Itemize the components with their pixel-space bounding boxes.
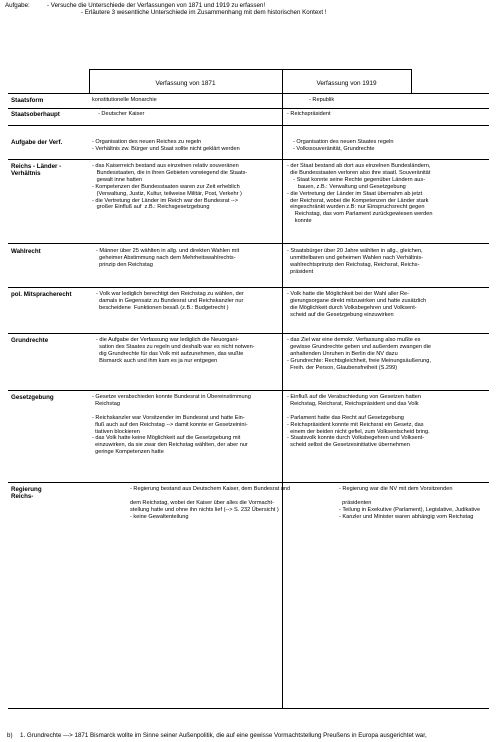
cell-1919-line: Freih. der Person, Glaubensfreiheit (S.299) (287, 364, 398, 371)
cell-1919-line: unmittelbaren und geheimen Wahlen nach Verhältnis- (287, 254, 423, 261)
cell-1919-line: - Regierung war die NV mit dem Vorsitzenden (339, 486, 453, 492)
cell-1871-line: - Deutscher Kaiser (98, 111, 145, 117)
row-label (11, 139, 62, 146)
cell-1919-line: bauen, z.B.: Verwaltung und Gesetzgebung (287, 183, 406, 190)
cell-1871 (98, 111, 144, 118)
column-header-1919: Verfassung von 1919 (316, 80, 377, 87)
cell-1871-line (130, 493, 290, 500)
cell-1919-line: wahlrechtsprinzip den Reichstag, Reichsrat, Reichs- (287, 261, 420, 268)
cell-1919-line: präsidenten (339, 499, 372, 506)
cell-1919-line: - Staat konnte seine Rechte gegenüber Ländern aus- (287, 176, 426, 183)
cell-1919-line: - Staatsbürger über 20 Jahre wählten in allg., gleichen, (287, 248, 423, 254)
cell-1871-line: fluß auch auf den Reichstag --> damit konnte er Gesetzeinini- (92, 421, 248, 428)
cell-1871-line: gewalt inne hatten (92, 176, 143, 183)
cell-1919-line (339, 493, 480, 500)
cell-1919-line: - Staatsvolk konnte durch Volksbegehren und Volksent- (287, 435, 425, 442)
cell-1919-line: anhaltenden Unruhen in Berlin die NV dazu (287, 350, 398, 357)
cell-1919 (287, 163, 433, 225)
row-divider (8, 108, 489, 109)
cell-1919-line: - Einfluß auf die Verabschiedung von Gesetzen hatten (287, 394, 422, 400)
cell-1871-line: - Verhältnis zw. Bürger und Staat sollte nicht geklärt werden (92, 145, 240, 152)
cell-1871-line: tiativen blockieren (92, 428, 140, 435)
cell-1919-line: die Möglichkeit durch Volksbegehren und Volksent- (287, 304, 417, 311)
cell-1871 (92, 394, 251, 456)
row-divider (8, 125, 489, 126)
cell-1919 (339, 486, 480, 521)
cell-1871-line: geheimer Abstimmung nach dem Mehrheitswahlrechts- (96, 254, 236, 261)
cell-1871-line: konstitutionelle Monarchie (92, 97, 157, 103)
cell-1919 (287, 337, 431, 372)
cell-1871-line: einzuwirken, da sie zwar den Reichstag wählten, der aber nur (92, 442, 248, 449)
cell-1871-line: - die Aufgabe der Verfassung war lediglich die Neuorgani- (96, 337, 239, 343)
footer-label: b) (7, 732, 13, 739)
cell-1919-line: Reichstag, das vom Parlament zurückgewiesen werden (287, 211, 433, 218)
task-line-2: - Erläutere 3 wesentliche Unterschiede im Zusammenhang mit dem historischen Kontext ! (81, 9, 327, 16)
row-label-line: Verhältnis (11, 170, 41, 178)
cell-1919-line: scheid auf die Gesetzgebung einzuwirken (287, 311, 394, 318)
cell-1871-line: dig Grundrechte für das Volk mit aufzunehmen, das wußte (96, 350, 244, 357)
row-label-line: Wahlrecht (11, 248, 41, 255)
row-label-line: pol. Mitspracherecht (11, 291, 72, 298)
footer-text: 1. Grundrechte ---> 1871 Bismarck wollte im Sinne seiner Außenpolitik, die auf eine gewisse Vormachtstellung Preußens in Europa ausgerichtet war, (20, 732, 427, 739)
cell-1871-line: Bismarck auch und ihm kam es ja nur entgegen (96, 357, 218, 364)
row-divider (8, 390, 489, 391)
cell-1871-line: - das Kaiserreich bestand aus einzelnen relativ souveränen (92, 163, 239, 169)
cell-1871-line: sation des Staates zu regeln und deshalb war es nicht notwen- (96, 343, 255, 350)
row-label (11, 163, 61, 178)
cell-1919-line: scheid selbst die Gesetzesinitiative übernehmen (287, 442, 410, 449)
row-label-line: Gesetzgebung (11, 394, 54, 401)
cell-1871-line: - Organisation des neuen Reiches zu regeln (92, 139, 202, 145)
row-label-line: Aufgabe der Verf. (11, 139, 63, 146)
cell-1871-line: - die Vertretung der Länder im Reich war der Bundesrat --> (92, 197, 238, 204)
row-divider (8, 243, 489, 244)
cell-1919-line: die Bundesstaaten verloren also ihre staatl. Souveränität (287, 169, 431, 176)
row-label (11, 394, 54, 401)
cell-1919-line: - das Ziel war eine demokr. Verfassung also mußte es (287, 337, 421, 343)
cell-1871-line: - keine Gewaltenteilung (130, 513, 189, 520)
cell-1919-line: - Parlament hatte das Recht auf Gesetzgebung (287, 414, 404, 421)
cell-1871 (92, 163, 247, 211)
row-label (11, 486, 42, 501)
row-divider (8, 333, 489, 334)
cell-1871-line: prinzip den Reichstag (96, 261, 153, 268)
cell-1871 (96, 291, 244, 312)
cell-1871-line: - Regierung bestand aus Deutschem Kaiser, dem Bundesrat und (130, 486, 291, 492)
cell-1919-line: - Reichspräsident konnte mit Reichsrat ein Gesetz, das (287, 421, 424, 428)
cell-1871 (96, 337, 255, 365)
cell-1919-line (287, 408, 430, 415)
task-label: Aufgabe: (5, 2, 30, 9)
cell-1919-line: - Reichspräsident (287, 111, 331, 117)
row-label (11, 111, 60, 118)
row-divider (8, 287, 489, 288)
cell-1871-line: - Volk war lediglich berechtigt den Reichstag zu wählen, der (96, 291, 244, 297)
cell-1919 (287, 248, 423, 276)
cell-1919-line: eingeschränkt wurden z.B: nur Einspruchsrecht gegen (287, 204, 425, 211)
cell-1919 (287, 394, 430, 449)
cell-1919-line: einem der beiden nicht gefiel, zum Volksentscheid bring. (287, 428, 430, 435)
cell-1871-line: (Verwaltung, Justiz, Kultur, teilweise Militär, Post, Verkehr ) (92, 190, 242, 197)
row-label-line: Staatsform (11, 97, 44, 104)
row-label-line: Reichs- (11, 493, 34, 501)
row-label-line: Regierung (11, 486, 42, 493)
row-label-line: Staatsoberhaupt (11, 111, 60, 118)
cell-1871-line: - Reichskanzler war Vorsitzender im Bundesrat und hatte Ein- (92, 414, 245, 421)
cell-1919 (309, 97, 334, 104)
cell-1871 (130, 486, 290, 521)
cell-1919-line: präsident (287, 268, 314, 275)
cell-1919-line: konnte (287, 218, 312, 225)
cell-1919-line: - der Staat bestand ab dort aus einzelnen Bundesländern, (287, 163, 431, 169)
cell-1871-line: - Gesetze verabschieden konnte Bundesrat in Übereinstimmung (92, 394, 251, 400)
row-divider (8, 482, 489, 483)
cell-1919 (287, 291, 426, 319)
cell-1871-line: - das Volk hatte keine Möglichkeit auf die Gesetzgebung mit (92, 435, 241, 442)
cell-1919 (293, 139, 393, 153)
row-label (11, 337, 48, 344)
column-header-1871: Verfassung von 1871 (155, 80, 216, 87)
cell-1871 (96, 248, 239, 269)
row-label (11, 248, 41, 255)
cell-1871-line: damals in Gegensatz zu Bundesrat und Reichskanzler nur (96, 297, 244, 304)
cell-1919-line: - Volkssouveränität, Grundrechte (293, 145, 375, 152)
cell-1871-line: stellung hatte und ohne ihn nichts lief (--> S. 232 Übersicht ) (130, 506, 279, 513)
cell-1871-line: geringe Kompetenzen hatte (92, 449, 164, 456)
row-label (11, 291, 72, 298)
cell-1919-line: gewisse Grundrechte geben und außerdem zwangen die (287, 343, 431, 350)
cell-1919-line: - Republik (309, 97, 335, 103)
row-label-line: Grundrechte (11, 337, 49, 344)
cell-1871-line: großer Einfluß auf z.B.: Reichsgesetzgebung (92, 204, 210, 211)
cell-1871-line: bescheidene Funktionen besaß (z.B.: Budgetrecht ) (96, 304, 229, 311)
cell-1871 (92, 97, 157, 104)
cell-1871-line: Reichstag (92, 400, 120, 407)
row-label (11, 97, 43, 104)
cell-1871-line: dem Reichstag, wobei der Kaiser über alles die Vormacht- (130, 499, 274, 506)
cell-1919-line: - Teilung in Exekutive (Parlament), Legislative, Judikative (339, 506, 481, 513)
cell-1919-line: - die Vertretung der Länder im Staat übernahm ab jetzt (287, 190, 423, 197)
task-line-1: - Versuche die Unterschiede der Verfassungen von 1871 und 1919 zu erfassen! (47, 2, 266, 9)
cell-1871 (92, 139, 240, 153)
cell-1919-line: - Volk hatte die Möglichkeit bei der Wahl aller Re- (287, 291, 409, 297)
cell-1871-line: Bundesstaaten, die in ihren Gebieten vorwiegend die Staats- (92, 169, 248, 176)
cell-1871-line: - Männer über 25 wählten in allg. und direkten Wahlen mit (96, 248, 240, 254)
cell-1919-line: gierungsorgane direkt mitzuwirken und hatte zusätzlich (287, 297, 427, 304)
row-label-line: Reichs - Länder - (11, 163, 62, 170)
cell-1919-line: - Kanzler und Minister waren abhängig vom Reichstag (339, 513, 474, 520)
cell-1919-line: Reichstag, Reichsrat, Reichspräsident und das Volk (287, 400, 419, 407)
row-divider (8, 159, 489, 160)
cell-1919-line: der Reichsrat, wobei die Kompetenzen der Länder stark (287, 197, 429, 204)
cell-1919-line: - Grundrechte: Rechtsgleichheit, freie Meinungsäußerung, (287, 357, 431, 364)
cell-1871-line: - Kompetenzen der Bundesstaaten waren zur Zeit erheblich (92, 183, 240, 190)
cell-1871-line (92, 408, 251, 415)
cell-1919 (287, 111, 331, 118)
cell-1919-line: - Organisation des neuen Staates regeln (293, 139, 394, 145)
